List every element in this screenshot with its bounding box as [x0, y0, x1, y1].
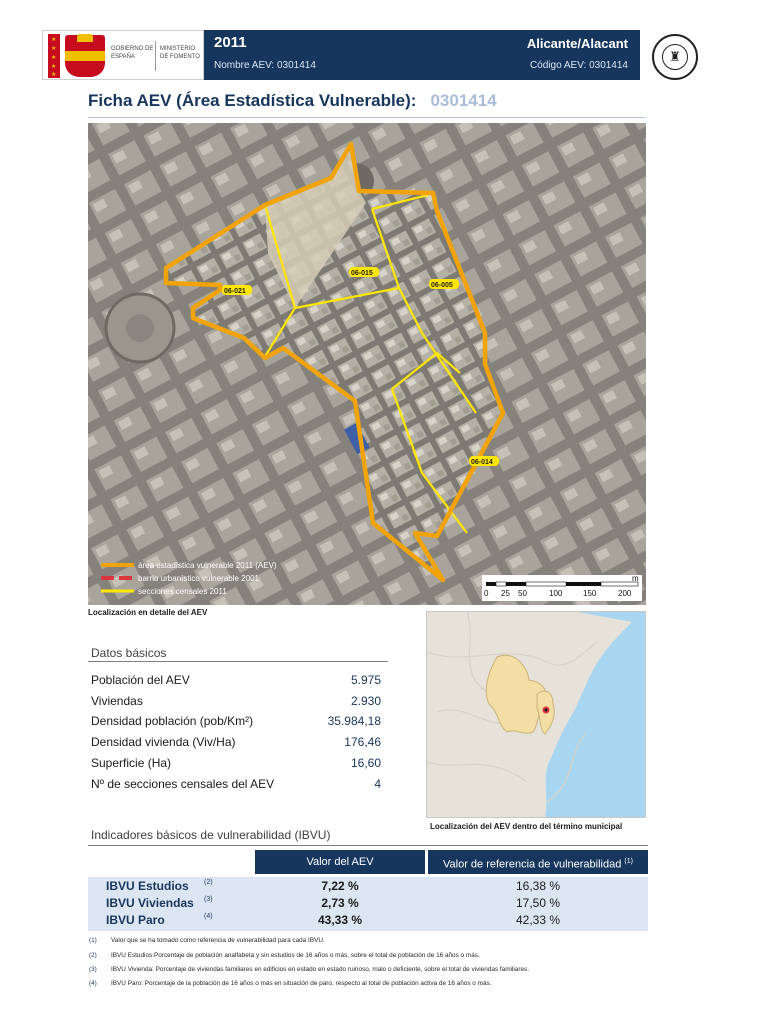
datos-value: 5.975	[350, 673, 381, 687]
ibvu-row-label: IBVU Paro	[106, 913, 165, 927]
ibvu-row-note: (2)	[204, 879, 213, 886]
section-label-2: 06-015	[351, 270, 373, 277]
datos-label: Población del AEV	[91, 673, 190, 687]
ministry-label: MINISTERIO DE FOMENTO	[160, 46, 200, 60]
ibvu-row-note: (4)	[204, 913, 213, 920]
column-header-referencia	[428, 850, 648, 874]
eu-flag-icon: ★ ★ ★ ★ ★	[48, 34, 60, 78]
ibvu-row-label: IBVU Estudios	[106, 879, 189, 893]
footnote: (4) IBVU Paro: Porcentaje de la población de 16 años o más en situación de paro, respecto al total de población activa de 16 años o más.	[89, 980, 492, 987]
ibvu-row-referencia: 16,38 %	[515, 879, 561, 893]
ibvu-row-label: IBVU Viviendas	[106, 896, 194, 910]
government-logo	[42, 30, 204, 80]
title-divider	[88, 117, 646, 118]
header-year: 2011	[214, 34, 247, 51]
legend-secciones-label: secciones censales 2011	[138, 587, 227, 596]
scale-unit: m	[632, 574, 639, 583]
detail-aerial-map	[88, 123, 646, 605]
indicadores-title: Indicadores básicos de vulnerabilidad (IBVU)	[91, 828, 331, 842]
ibvu-row-referencia: 17,50 %	[515, 896, 561, 910]
header-city: Alicante/Alacant	[526, 36, 628, 51]
indicadores-divider	[88, 845, 648, 846]
map-scale-bar	[482, 574, 642, 601]
scale-tick: 25	[501, 589, 510, 598]
datos-value: 4	[374, 777, 381, 791]
datos-row	[91, 756, 381, 774]
legend-barrio-label: barrio urbanístico vulnerable 2001	[138, 574, 259, 583]
ibvu-row-valor: 7,22 %	[321, 879, 359, 893]
section-label-1: 06-021	[224, 288, 246, 295]
datos-value: 16,60	[350, 756, 381, 770]
page-title	[88, 91, 497, 111]
datos-label: Superficie (Ha)	[91, 756, 172, 770]
datos-value: 2.930	[350, 694, 381, 708]
datos-label: Densidad vivienda (Viv/Ha)	[91, 735, 236, 749]
municipal-seal-icon: ♜	[652, 34, 698, 80]
page-title-text: Ficha AEV (Área Estadística Vulnerable):	[88, 91, 417, 110]
ibvu-row-valor: 43,33 %	[317, 913, 363, 927]
datos-label: Densidad población (pob/Km²)	[91, 714, 254, 728]
ibvu-row-referencia: 42,33 %	[515, 913, 561, 927]
scale-tick: 100	[549, 589, 563, 598]
column-header-valor: Valor del AEV	[255, 850, 425, 874]
datos-row	[91, 673, 381, 691]
datos-basicos-divider	[88, 661, 388, 662]
coat-of-arms-icon	[65, 35, 105, 77]
detail-map-caption: Localización en detalle del AEV	[88, 608, 208, 617]
section-label-3: 06-005	[431, 282, 453, 289]
scale-tick: 0	[484, 589, 489, 598]
datos-row	[91, 714, 381, 732]
datos-label: Viviendas	[91, 694, 143, 708]
ibvu-row-note: (3)	[204, 896, 213, 903]
footnote: (3) IBVU Vivienda: Porcentaje de viviendas familiares en edificios en estado en estado ruinoso, malo o deficiente, sobre el total de viviendas familiares.	[89, 966, 529, 973]
scale-tick: 150	[583, 589, 597, 598]
ibvu-row-valor: 2,73 %	[321, 896, 359, 910]
datos-value: 35.984,18	[327, 714, 381, 728]
header-nombre-aev: Nombre AEV: 0301414	[214, 60, 316, 71]
datos-row	[91, 735, 381, 753]
scale-tick: 200	[618, 589, 632, 598]
page-title-code: 0301414	[430, 91, 497, 110]
header-codigo-aev: Código AEV: 0301414	[529, 60, 628, 71]
government-label: GOBIERNO DE ESPAÑA	[111, 46, 154, 60]
locator-map-caption: Localización del AEV dentro del término municipal	[430, 822, 623, 831]
locator-map	[426, 611, 646, 818]
footnote: (1) Valor que se ha tomado como referencia de vulnerabilidad para cada IBVU.	[89, 937, 325, 944]
footnote: (2) IBVU Estudios:Porcentaje de población analfabeta y sin estudios de 16 años o más, sobre el total de población de 16 años o más.	[89, 952, 480, 959]
scale-tick: 50	[518, 589, 527, 598]
datos-basicos-title: Datos básicos	[91, 646, 167, 660]
datos-value: 176,46	[344, 735, 381, 749]
column-header-referencia-note: (1)	[624, 858, 633, 865]
datos-row	[91, 694, 381, 712]
datos-row	[91, 777, 381, 795]
column-header-referencia-text: Valor de referencia de vulnerabilidad	[443, 858, 622, 871]
legend-aev-label: área estadística vulnerable 2011 (AEV)	[138, 561, 277, 570]
header-banner	[42, 30, 640, 80]
section-label-4: 06-014	[471, 459, 493, 466]
datos-label: Nº de secciones censales del AEV	[91, 777, 275, 791]
